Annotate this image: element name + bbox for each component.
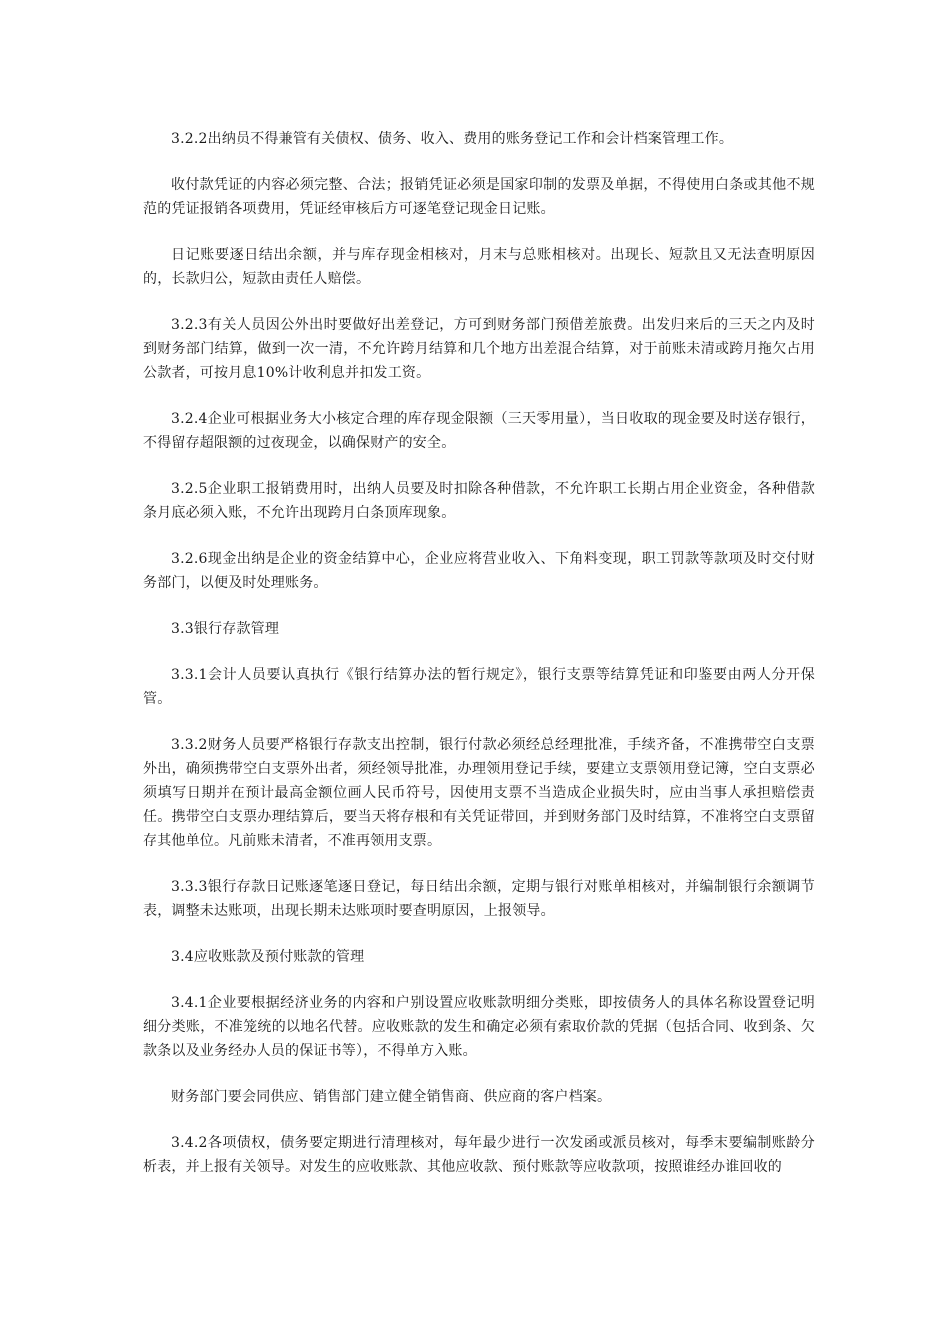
section-heading-3-4: 3.4应收账款及预付账款的管理 <box>171 949 365 965</box>
paragraph-3-4-2: 3.4.2各项债权，债务要定期进行清理核对，每年最少进行一次发函或派员核对，每季末要编制账龄分析表，并上报有关领导。对发生的应收账款、其他应收款、预付账款等应收款项，按照谁经办谁回收的 <box>143 1135 815 1175</box>
paragraph-customer-files: 财务部门要会同供应、销售部门建立健全销售商、供应商的客户档案。 <box>171 1089 612 1105</box>
paragraph-3-2-5: 3.2.5企业职工报销费用时，出纳人员要及时扣除各种借款，不允许职工长期占用企业资金，各种借款条月底必须入账，不允许出现跨月白条顶库现象。 <box>143 481 815 521</box>
section-heading-3-3: 3.3银行存款管理 <box>171 621 280 637</box>
paragraph-daily-journal: 日记账要逐日结出余额，并与库存现金相核对，月末与总账相核对。出现长、短款且又无法查明原因的，长款归公，短款由责任人赔偿。 <box>143 247 815 287</box>
paragraph-3-3-3: 3.3.3银行存款日记账逐笔逐日登记，每日结出余额，定期与银行对账单相核对，并编制银行余额调节表，调整未达账项，出现长期未达账项时要查明原因，上报领导。 <box>143 879 815 919</box>
paragraph-3-3-1: 3.3.1会计人员要认真执行《银行结算办法的暂行规定》，银行支票等结算凭证和印鉴要由两人分开保管。 <box>143 667 815 707</box>
paragraph-voucher-content: 收付款凭证的内容必须完整、合法；报销凭证必须是国家印制的发票及单据，不得使用白条或其他不规范的凭证报销各项费用，凭证经审核后方可逐笔登记现金日记账。 <box>143 177 815 217</box>
paragraph-3-2-4: 3.2.4企业可根据业务大小核定合理的库存现金限额（三天零用量），当日收取的现金要及时送存银行，不得留存超限额的过夜现金，以确保财产的安全。 <box>143 411 815 451</box>
paragraph-3-2-6: 3.2.6现金出纳是企业的资金结算中心，企业应将营业收入、下角料变现，职工罚款等款项及时交付财务部门，以便及时处理账务。 <box>143 551 815 591</box>
paragraph-3-2-3: 3.2.3有关人员因公外出时要做好出差登记，方可到财务部门预借差旅费。出发归来后的三天之内及时到财务部门结算，做到一次一清，不允许跨月结算和几个地方出差混合结算，对于前账未清或跨月拖欠占用公款者，可按月息10%计收利息并扣发工资。 <box>143 317 815 381</box>
paragraph-3-2-2: 3.2.2出纳员不得兼管有关债权、债务、收入、费用的账务登记工作和会计档案管理工作。 <box>171 131 734 147</box>
paragraph-3-3-2: 3.3.2财务人员要严格银行存款支出控制，银行付款必须经总经理批准，手续齐备，不准携带空白支票外出，确须携带空白支票外出者，须经领导批准，办理领用登记手续，要建立支票领用登记簿，空白支票必须填写日期并在预计最高金额位画人民币符号，因使用支票不当造成企业损失时，应由当事人承担赔偿责任。携带空白支票办理结算后，要当天将存根和有关凭证带回，并到财务部门及时结算，不准将空白支票留存其他单位。凡前账未清者，不准再领用支票。 <box>143 737 815 849</box>
document-body <box>143 127 815 1201</box>
paragraph-3-4-1: 3.4.1企业要根据经济业务的内容和户别设置应收账款明细分类账，即按债务人的具体名称设置登记明细分类账，不准笼统的以地名代替。应收账款的发生和确定必须有索取价款的凭据（包括合同、收到条、欠款条以及业务经办人员的保证书等），不得单方入账。 <box>143 995 815 1059</box>
